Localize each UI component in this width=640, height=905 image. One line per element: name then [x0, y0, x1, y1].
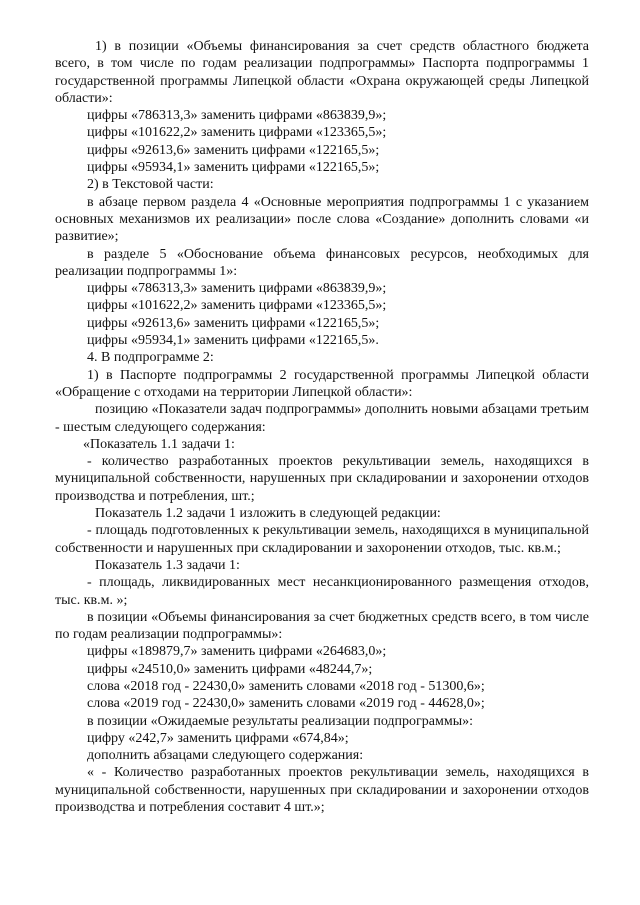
paragraph: в позиции «Объемы финансирования за счет бюджетных средств всего, в том числе по годам реализации подпрограммы»:: [55, 609, 589, 643]
paragraph: цифры «786313,3» заменить цифрами «863839,9»;: [87, 108, 387, 124]
document-body: [55, 38, 589, 816]
paragraph: 1) в позиции «Объемы финансирования за счет средств областного бюджета всего, в том числе по годам реализации подпрограммы» Паспорта подпрограммы 1 государственной программы Липецкой области «Охрана окружающей среды Липецкой области»:: [55, 39, 589, 106]
paragraph: цифры «786313,3» заменить цифрами «863839,9»;: [87, 281, 387, 297]
paragraph: слова «2018 год - 22430,0» заменить словами «2018 год - 51300,6»;: [87, 678, 485, 694]
paragraph: в позиции «Ожидаемые результаты реализации подпрограммы»:: [87, 713, 474, 729]
paragraph: цифры «101622,2» заменить цифрами «123365,5»;: [87, 125, 387, 141]
paragraph: цифру «242,7» заменить цифрами «674,84»;: [87, 730, 349, 746]
paragraph: - площадь подготовленных к рекультивации земель, находящихся в муниципальной собственности и нарушенных при складировании и захоронении отходов, тыс. кв.м.;: [55, 523, 589, 556]
paragraph: « - Количество разработанных проектов рекультивации земель, находящихся в муниципальной собственности, нарушенных при складировании и захоронении отходов производства и потребления составит 4 шт.»;: [55, 765, 589, 816]
paragraph: цифры «24510,0» заменить цифрами «48244,7»;: [87, 661, 373, 677]
paragraph: цифры «95934,1» заменить цифрами «122165,5»;: [87, 160, 380, 176]
paragraph: - площадь, ликвидированных мест несанкционированного размещения отходов, тыс. кв.м. »;: [55, 575, 589, 608]
paragraph: цифры «189879,7» заменить цифрами «264683,0»;: [87, 644, 387, 660]
paragraph: «Показатель 1.1 задачи 1:: [83, 436, 235, 452]
paragraph: слова «2019 год - 22430,0» заменить словами «2019 год - 44628,0»;: [87, 696, 485, 712]
paragraph: в разделе 5 «Обоснование объема финансовых ресурсов, необходимых для реализации подпрограммы 1»:: [55, 246, 589, 279]
paragraph: Показатель 1.2 задачи 1 изложить в следующей редакции:: [95, 506, 441, 522]
paragraph: дополнить абзацами следующего содержания:: [87, 748, 364, 764]
paragraph: - количество разработанных проектов рекультивации земель, находящихся в муниципальной собственности, нарушенных при складировании и захоронении отходов производства и потребления, шт.;: [55, 454, 589, 504]
paragraph: 2) в Текстовой части:: [87, 177, 214, 193]
paragraph: 4. В подпрограмме 2:: [87, 350, 214, 366]
paragraph: цифры «92613,6» заменить цифрами «122165,5»;: [87, 142, 380, 158]
paragraph: позицию «Показатели задач подпрограммы» дополнить новыми абзацами третьим - шестым следующего содержания:: [55, 402, 589, 435]
paragraph: Показатель 1.3 задачи 1:: [95, 557, 240, 573]
paragraph: цифры «95934,1» заменить цифрами «122165,5».: [87, 333, 379, 349]
paragraph: в абзаце первом раздела 4 «Основные мероприятия подпрограммы 1 с указанием основных механизмов их реализации» после слова «Создание» дополнить словами «и развитие»;: [55, 194, 589, 245]
paragraph: цифры «101622,2» заменить цифрами «123365,5»;: [87, 298, 387, 314]
paragraph: цифры «92613,6» заменить цифрами «122165,5»;: [87, 315, 380, 331]
paragraph: 1) в Паспорте подпрограммы 2 государственной программы Липецкой области «Обращение с отходами на территории Липецкой области»:: [55, 367, 589, 400]
